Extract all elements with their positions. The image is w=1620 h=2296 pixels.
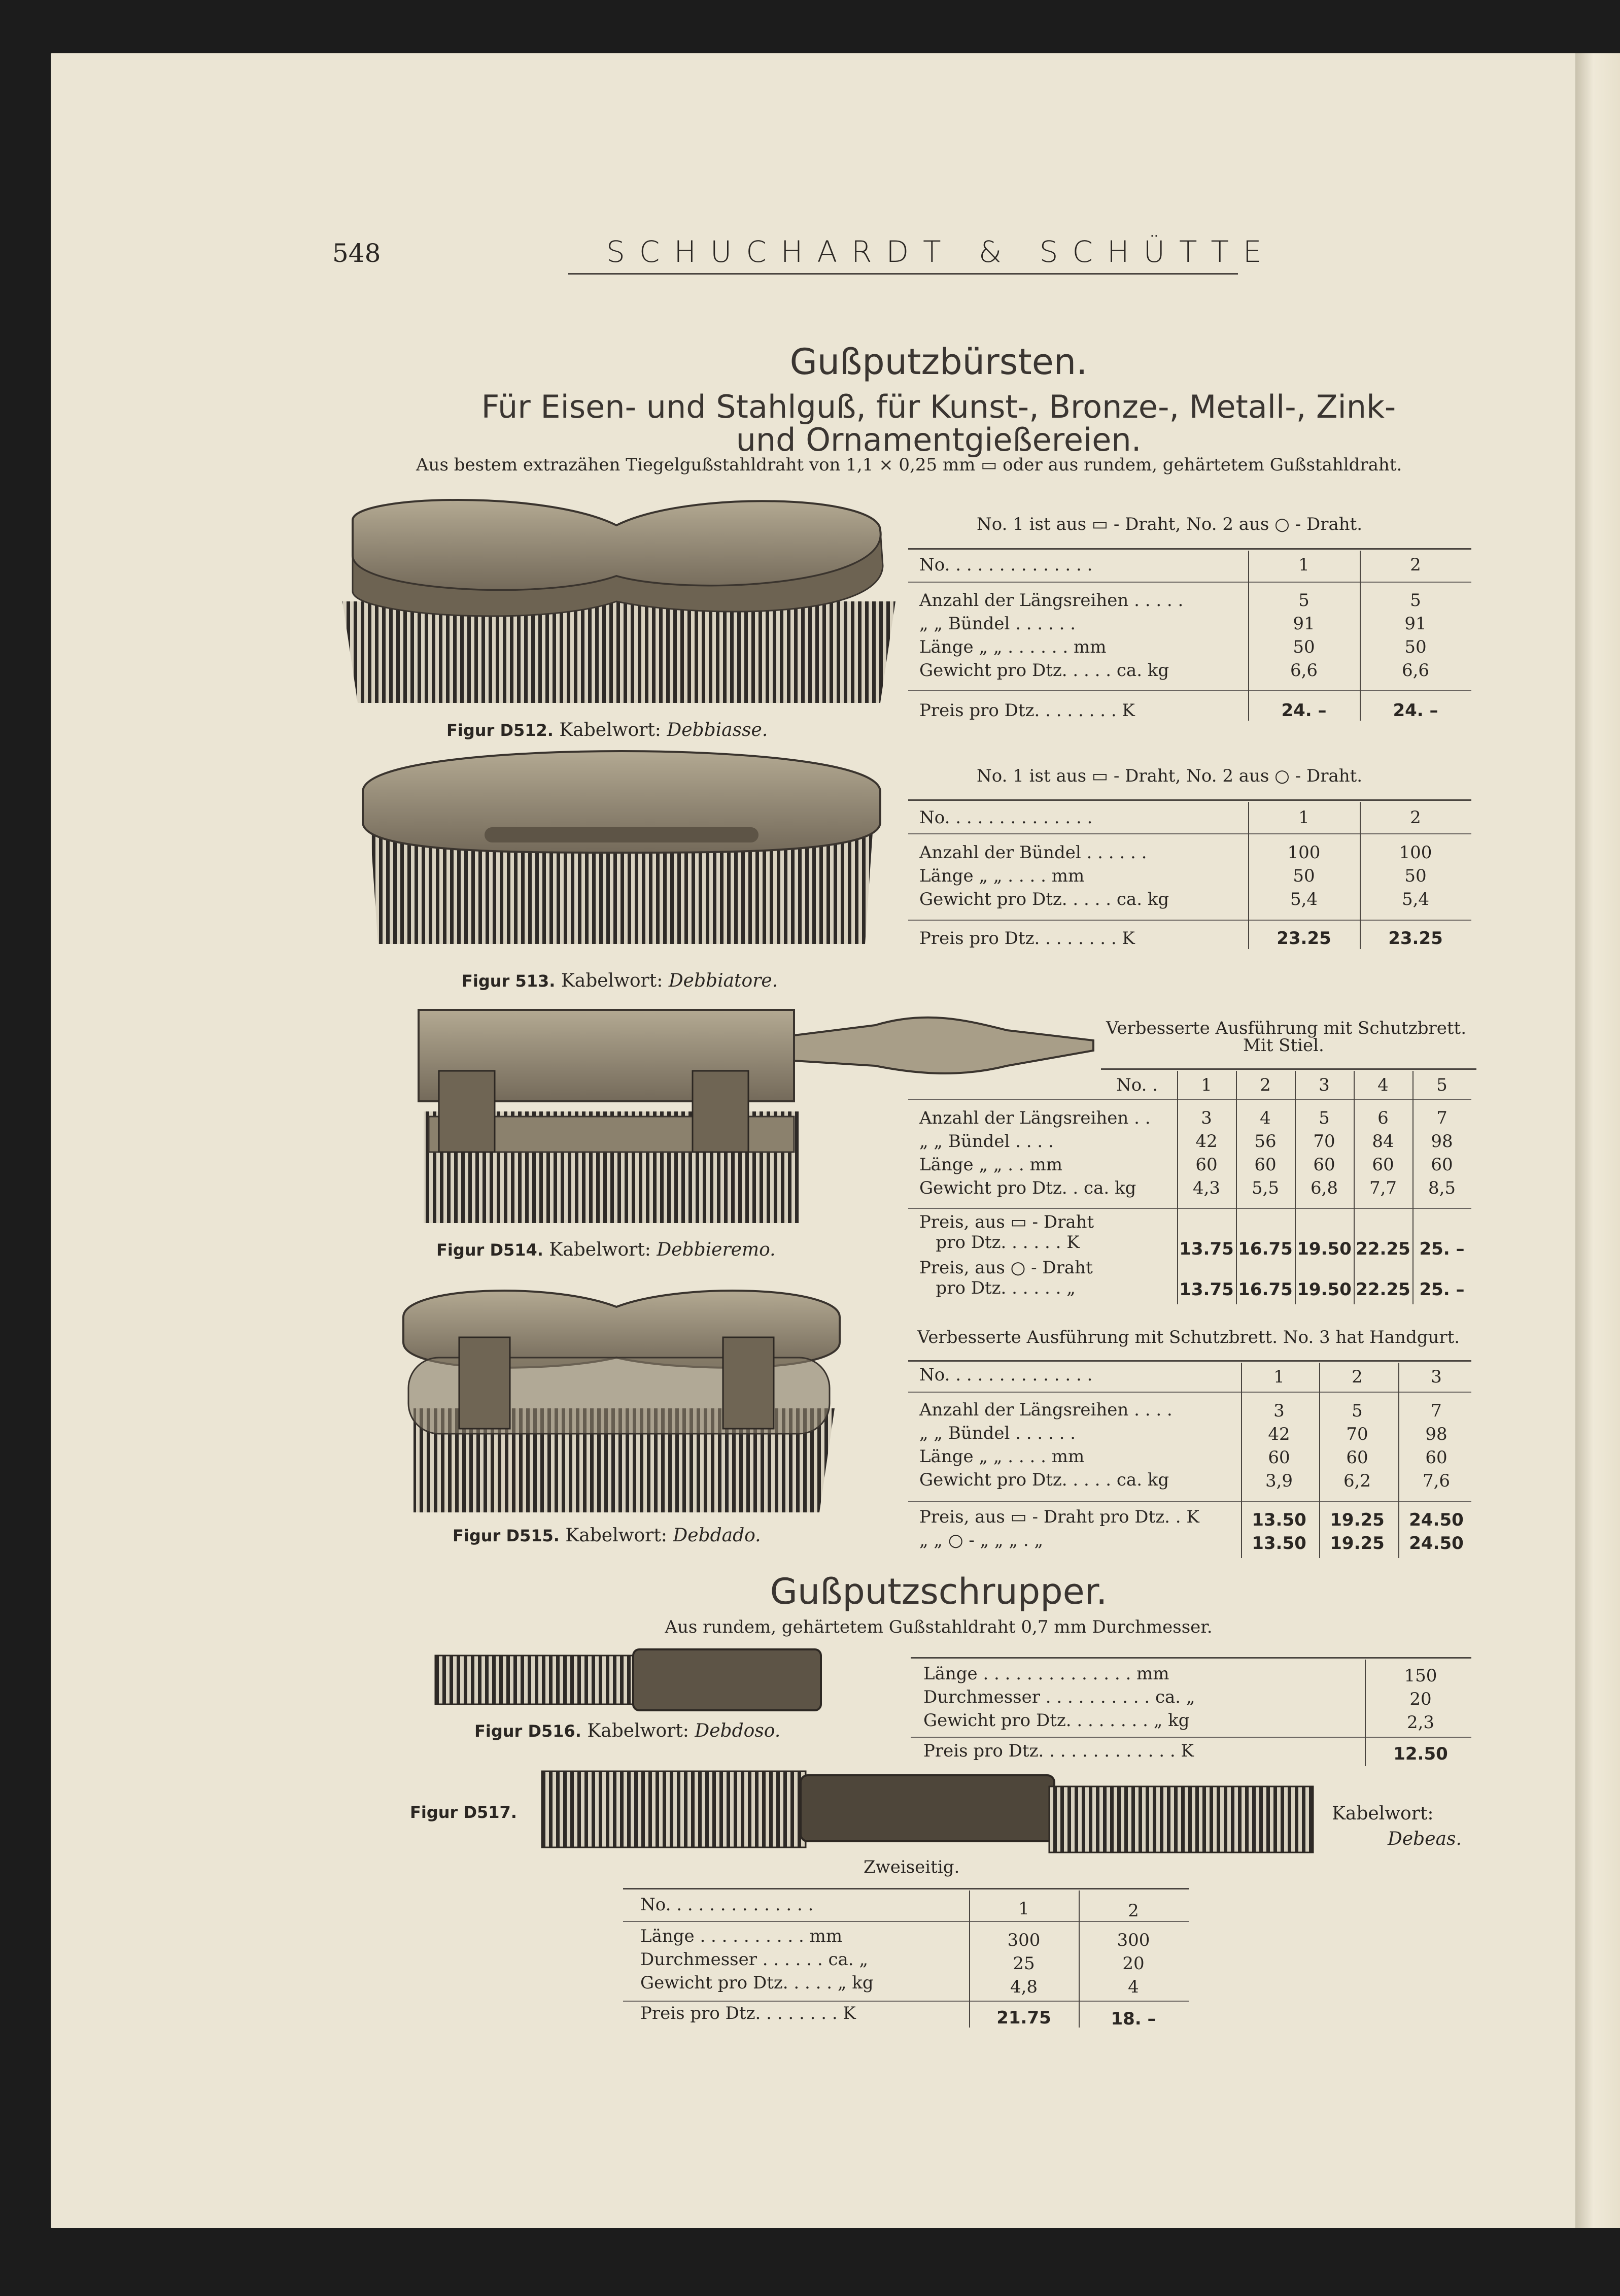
table-d512-note: No. 1 ist aus ▭ - Draht, No. 2 aus ○ - Draht. bbox=[977, 514, 1363, 534]
table-d513-col1-values: 100 50 5,4 bbox=[1287, 842, 1321, 909]
table-d514-price-label-1: Preis, aus ▭ - Draht pro Dtz. . . . . . K bbox=[919, 1212, 1094, 1253]
brush-d513-image bbox=[358, 751, 885, 954]
table-d512-col2-values: 5 91 50 6,6 bbox=[1401, 590, 1430, 681]
table-d514-note-2: Mit Stiel. bbox=[1243, 1035, 1324, 1056]
table-d515-col1-values: 3 42 60 3,9 bbox=[1265, 1401, 1293, 1491]
caption-d513: Figur 513. Kabelwort: Debbiatore. bbox=[462, 970, 778, 991]
table-d514-row-labels: Anzahl der Längsreihen . . „ „ Bündel . . . . Länge „ „ . . mm Gewicht pro Dtz. . ca. kg bbox=[919, 1108, 1151, 1198]
scrubber-d516-image bbox=[435, 1649, 821, 1710]
table-d517-price-label: Preis pro Dtz. . . . . . . . K bbox=[640, 2003, 856, 2023]
brush-d512-image bbox=[332, 490, 906, 713]
table-d515-col3-price2: 24.50 bbox=[1409, 1533, 1464, 1554]
scrubber-d517-image bbox=[542, 1771, 1313, 1852]
table-d514-col1-no: 1 bbox=[1201, 1075, 1212, 1095]
table-d516-price-label: Preis pro Dtz. . . . . . . . . . . . . K bbox=[923, 1741, 1194, 1761]
table-d512-col2-price: 24. – bbox=[1393, 700, 1438, 721]
table-d513-col2-no: 2 bbox=[1410, 807, 1421, 828]
table-d514-col5-values: 7 98 60 8,5 bbox=[1428, 1108, 1456, 1198]
running-header: SCHUCHARDT & SCHÜTTE bbox=[606, 234, 1276, 269]
table-d515-col1-no: 1 bbox=[1273, 1367, 1285, 1387]
table-d517-col1-price: 21.75 bbox=[996, 2008, 1051, 2028]
table-d514-col3-values: 5 70 60 6,8 bbox=[1310, 1108, 1338, 1198]
table-d514-col3-no: 3 bbox=[1319, 1075, 1330, 1095]
brush-d515-image bbox=[398, 1281, 845, 1515]
section2-title: Gußputzschrupper. bbox=[770, 1571, 1108, 1612]
section-subtitle-2: und Ornamentgießereien. bbox=[736, 421, 1142, 458]
table-d517-col1-no: 1 bbox=[1018, 1899, 1029, 1919]
table-d512-col1-no: 1 bbox=[1298, 555, 1309, 575]
table-d515-col2-price2: 19.25 bbox=[1330, 1533, 1385, 1554]
table-d514-col2-price1: 16.75 bbox=[1238, 1239, 1293, 1259]
table-d515-col3-values: 7 98 60 7,6 bbox=[1422, 1401, 1451, 1491]
header-rule bbox=[568, 273, 1238, 275]
table-d515-col3-no: 3 bbox=[1431, 1367, 1442, 1387]
table-d515-col2-price1: 19.25 bbox=[1330, 1510, 1385, 1530]
table-d514-col4-no: 4 bbox=[1377, 1075, 1389, 1095]
caption-d517-keyword-label: Kabelwort: bbox=[1332, 1803, 1434, 1824]
table-d513-head-label: No. . . . . . . . . . . . . . bbox=[919, 807, 1093, 828]
table-d514-col2-price2: 16.75 bbox=[1238, 1279, 1293, 1300]
table-d515-price-label-2: „ „ ○ - „ „ „ . „ bbox=[919, 1530, 1044, 1550]
table-d515-row-labels: Anzahl der Längsreihen . . . . „ „ Bündel . . . . . . Länge „ „ . . . . mm Gewicht pro Dtz. . . . . ca. kg bbox=[919, 1400, 1173, 1490]
table-d514-col5-no: 5 bbox=[1436, 1075, 1447, 1095]
table-d513-col2-values: 100 50 5,4 bbox=[1399, 842, 1432, 909]
table-d515-col3-price1: 24.50 bbox=[1409, 1510, 1464, 1530]
table-d514-col2-values: 4 56 60 5,5 bbox=[1251, 1108, 1280, 1198]
book-gutter bbox=[1575, 53, 1620, 2228]
table-d515-col1-price1: 13.50 bbox=[1252, 1510, 1306, 1530]
table-d514-col4-values: 6 84 60 7,7 bbox=[1369, 1108, 1397, 1198]
table-d516-values: 150 20 2,3 bbox=[1404, 1666, 1437, 1733]
table-d514-col4-price1: 22.25 bbox=[1356, 1239, 1410, 1259]
table-d512-row-labels: Anzahl der Längsreihen . . . . . „ „ Bündel . . . . . . Länge „ „ . . . . . . mm Gewicht pro Dtz. . . . . ca. kg bbox=[919, 590, 1184, 681]
caption-d514: Figur D514. Kabelwort: Debbieremo. bbox=[436, 1239, 776, 1260]
table-d514-col2-no: 2 bbox=[1260, 1075, 1271, 1095]
table-d514-col5-price1: 25. – bbox=[1419, 1239, 1465, 1259]
table-d517-row-labels: Länge . . . . . . . . . . mm Durchmesser . . . . . . ca. „ Gewicht pro Dtz. . . . . „ kg bbox=[640, 1926, 874, 1993]
table-d515-col2-values: 5 70 60 6,2 bbox=[1343, 1401, 1371, 1491]
table-d514-col5-price2: 25. – bbox=[1419, 1279, 1465, 1300]
table-d514-col1-price2: 13.75 bbox=[1179, 1279, 1234, 1300]
section-subtitle-1: Für Eisen- und Stahlguß, für Kunst-, Bronze-, Metall-, Zink- bbox=[481, 388, 1396, 425]
table-d516-row-labels: Länge . . . . . . . . . . . . . . mm Durchmesser . . . . . . . . . . ca. „ Gewicht pro Dtz. . . . . . . . „ kg bbox=[923, 1664, 1195, 1731]
table-d513-price-label: Preis pro Dtz. . . . . . . . K bbox=[919, 928, 1135, 949]
table-d514-col1-price1: 13.75 bbox=[1179, 1239, 1234, 1259]
section2-subtitle: Aus rundem, gehärtetem Gußstahldraht 0,7 mm Durchmesser. bbox=[665, 1617, 1213, 1637]
table-d517-col2-no: 2 bbox=[1128, 1901, 1139, 1921]
table-d514-col3-price2: 19.50 bbox=[1297, 1279, 1352, 1300]
table-d513-row-labels: Anzahl der Bündel . . . . . . Länge „ „ . . . . mm Gewicht pro Dtz. . . . . ca. kg bbox=[919, 842, 1169, 909]
table-d514-price-label-2: Preis, aus ○ - Draht pro Dtz. . . . . . „ bbox=[919, 1258, 1093, 1298]
material-note: Aus bestem extrazähen Tiegelgußstahldraht von 1,1 × 0,25 mm ▭ oder aus rundem, gehärtetem Gußstahldraht. bbox=[416, 455, 1402, 475]
section-title: Gußputzbürsten. bbox=[789, 341, 1088, 383]
table-d513-note: No. 1 ist aus ▭ - Draht, No. 2 aus ○ - Draht. bbox=[977, 766, 1363, 786]
table-d517-col1-values: 300 25 4,8 bbox=[1007, 1930, 1041, 1997]
table-d513-col1-price: 23.25 bbox=[1277, 928, 1331, 949]
caption-d512: Figur D512. Kabelwort: Debbiasse. bbox=[446, 720, 768, 740]
page-number: 548 bbox=[332, 239, 381, 268]
table-d515-note: Verbesserte Ausführung mit Schutzbrett. No. 3 hat Handgurt. bbox=[917, 1327, 1460, 1347]
table-d512-col1-price: 24. – bbox=[1281, 700, 1327, 721]
table-d514-col4-price2: 22.25 bbox=[1356, 1279, 1410, 1300]
table-d514-head-label: No. . bbox=[1116, 1075, 1158, 1095]
table-d514-col3-price1: 19.50 bbox=[1297, 1239, 1352, 1259]
table-d515-col1-price2: 13.50 bbox=[1252, 1533, 1306, 1554]
table-d512-col1-values: 5 91 50 6,6 bbox=[1290, 590, 1318, 681]
caption-d516: Figur D516. Kabelwort: Debdoso. bbox=[474, 1720, 781, 1741]
table-d514-note-1: Verbesserte Ausführung mit Schutzbrett. bbox=[1106, 1018, 1467, 1038]
table-d512-price-label: Preis pro Dtz. . . . . . . . K bbox=[919, 700, 1135, 721]
caption-d517-keyword: Debeas. bbox=[1388, 1829, 1462, 1849]
caption-d515: Figur D515. Kabelwort: Debdado. bbox=[453, 1525, 761, 1546]
table-d515-head-label: No. . . . . . . . . . . . . . bbox=[919, 1365, 1093, 1385]
table-d517-head-label: No. . . . . . . . . . . . . . bbox=[640, 1895, 814, 1915]
table-d516-price: 12.50 bbox=[1393, 1744, 1448, 1764]
table-d512-head-label: No. . . . . . . . . . . . . . bbox=[919, 555, 1093, 575]
table-d515-price-label-1: Preis, aus ▭ - Draht pro Dtz. . K bbox=[919, 1507, 1199, 1527]
table-d513-col1-no: 1 bbox=[1298, 807, 1309, 828]
table-d513-col2-price: 23.25 bbox=[1388, 928, 1443, 949]
table-d517-label: Zweiseitig. bbox=[864, 1857, 960, 1877]
caption-d517-figure: Figur D517. bbox=[410, 1803, 517, 1822]
table-d514-col1-values: 3 42 60 4,3 bbox=[1192, 1108, 1221, 1198]
table-d515-col2-no: 2 bbox=[1352, 1367, 1363, 1387]
table-d512-col2-no: 2 bbox=[1410, 555, 1421, 575]
table-d517-col2-values: 300 20 4 bbox=[1117, 1930, 1150, 1997]
table-d517-col2-price: 18. – bbox=[1111, 2009, 1156, 2029]
